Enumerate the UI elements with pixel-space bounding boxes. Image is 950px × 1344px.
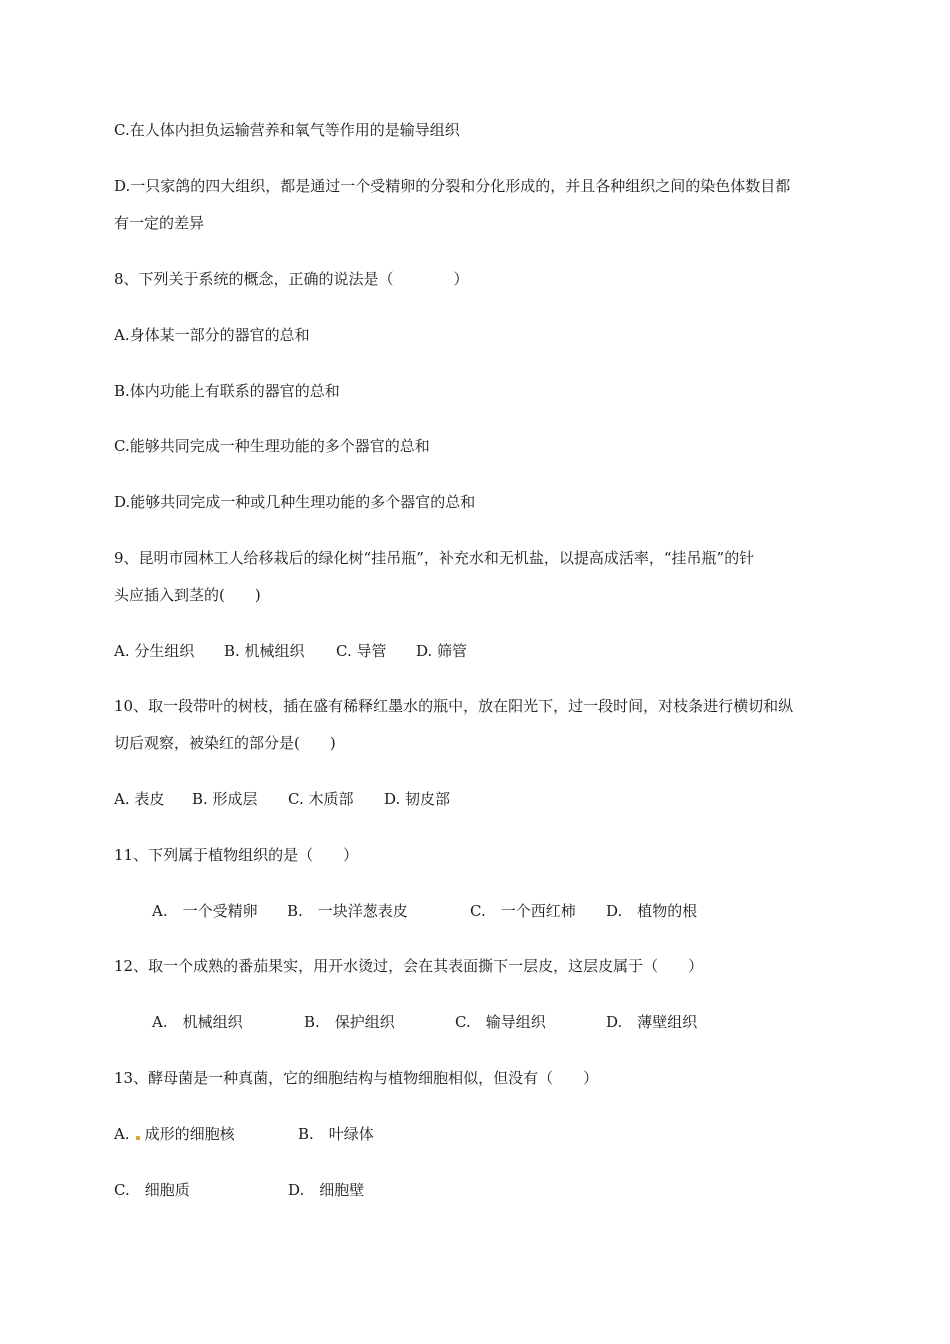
q7-option-c: C.在人体内担负运输营养和氧气等作用的是输导组织 <box>114 121 460 139</box>
q9-options <box>114 641 844 661</box>
q13-option-a <box>114 1124 298 1144</box>
q11-option-b: B. 一块洋葱表皮 <box>287 902 408 920</box>
question-11: 11、下列属于植物组织的是（ ） <box>114 846 359 864</box>
q10-options <box>114 789 844 809</box>
question-8: 8、下列关于系统的概念，正确的说法是（ ） <box>114 270 469 288</box>
q8-option-b: B.体内功能上有联系的器官的总和 <box>114 382 340 400</box>
question-9-line2: 头应插入到茎的( ) <box>114 586 261 604</box>
q13-option-c: C. 细胞质 <box>114 1181 190 1199</box>
q10-option-c: C. 木质部 <box>288 790 354 808</box>
q10-option-a: A. 表皮 <box>114 790 165 808</box>
highlight-mark <box>136 1136 140 1140</box>
q8-option-c: C.能够共同完成一种生理功能的多个器官的总和 <box>114 437 430 455</box>
q10-option-d: D. 韧皮部 <box>384 790 451 808</box>
q12-options <box>152 1012 882 1032</box>
q11-options <box>152 901 882 921</box>
q13-options-row1 <box>114 1124 844 1144</box>
q7-option-d-line1: D.一只家鸽的四大组织，都是通过一个受精卵的分裂和分化形成的，并且各种组织之间的染色体数目都 <box>114 177 791 195</box>
question-10-line2: 切后观察，被染红的部分是( ) <box>114 734 336 752</box>
question-13: 13、酵母菌是一种真菌，它的细胞结构与植物细胞相似，但没有（ ） <box>114 1069 599 1087</box>
q13-option-a-text: 成形的细胞核 <box>144 1125 235 1143</box>
question-9-line1: 9、昆明市园林工人给移栽后的绿化树“挂吊瓶”，补充水和无机盐，以提高成活率，“挂吊瓶”的针 <box>114 549 755 567</box>
q12-option-a: A. 机械组织 <box>152 1013 243 1031</box>
q12-option-b: B. 保护组织 <box>304 1013 395 1031</box>
question-10-line1: 10、取一段带叶的树枝，插在盛有稀释红墨水的瓶中，放在阳光下，过一段时间，对枝条进行横切和纵 <box>114 697 794 715</box>
q13-option-a-letter: A. <box>114 1125 130 1143</box>
q11-option-c: C. 一个西红柿 <box>470 902 576 920</box>
q8-option-a: A.身体某一部分的器官的总和 <box>114 326 310 344</box>
q10-option-b: B. 形成层 <box>192 790 258 808</box>
q11-option-a: A. 一个受精卵 <box>152 902 258 920</box>
q9-option-b: B. 机械组织 <box>224 642 305 660</box>
q9-option-c: C. 导管 <box>336 642 387 660</box>
q13-option-b: B. 叶绿体 <box>298 1125 374 1143</box>
q12-option-c: C. 输导组织 <box>455 1013 546 1031</box>
question-12: 12、取一个成熟的番茄果实，用开水烫过，会在其表面撕下一层皮，这层皮属于（ ） <box>114 957 704 975</box>
q11-option-d: D. 植物的根 <box>606 902 698 920</box>
q9-option-d: D. 筛管 <box>416 642 468 660</box>
q8-option-d: D.能够共同完成一种或几种生理功能的多个器官的总和 <box>114 493 476 511</box>
q12-option-d: D. 薄壁组织 <box>606 1013 698 1031</box>
q7-option-d-line2: 有一定的差异 <box>114 214 205 232</box>
q13-options-row2 <box>114 1180 844 1200</box>
q9-option-a: A. 分生组织 <box>114 642 195 660</box>
q13-option-d: D. 细胞壁 <box>288 1181 365 1199</box>
